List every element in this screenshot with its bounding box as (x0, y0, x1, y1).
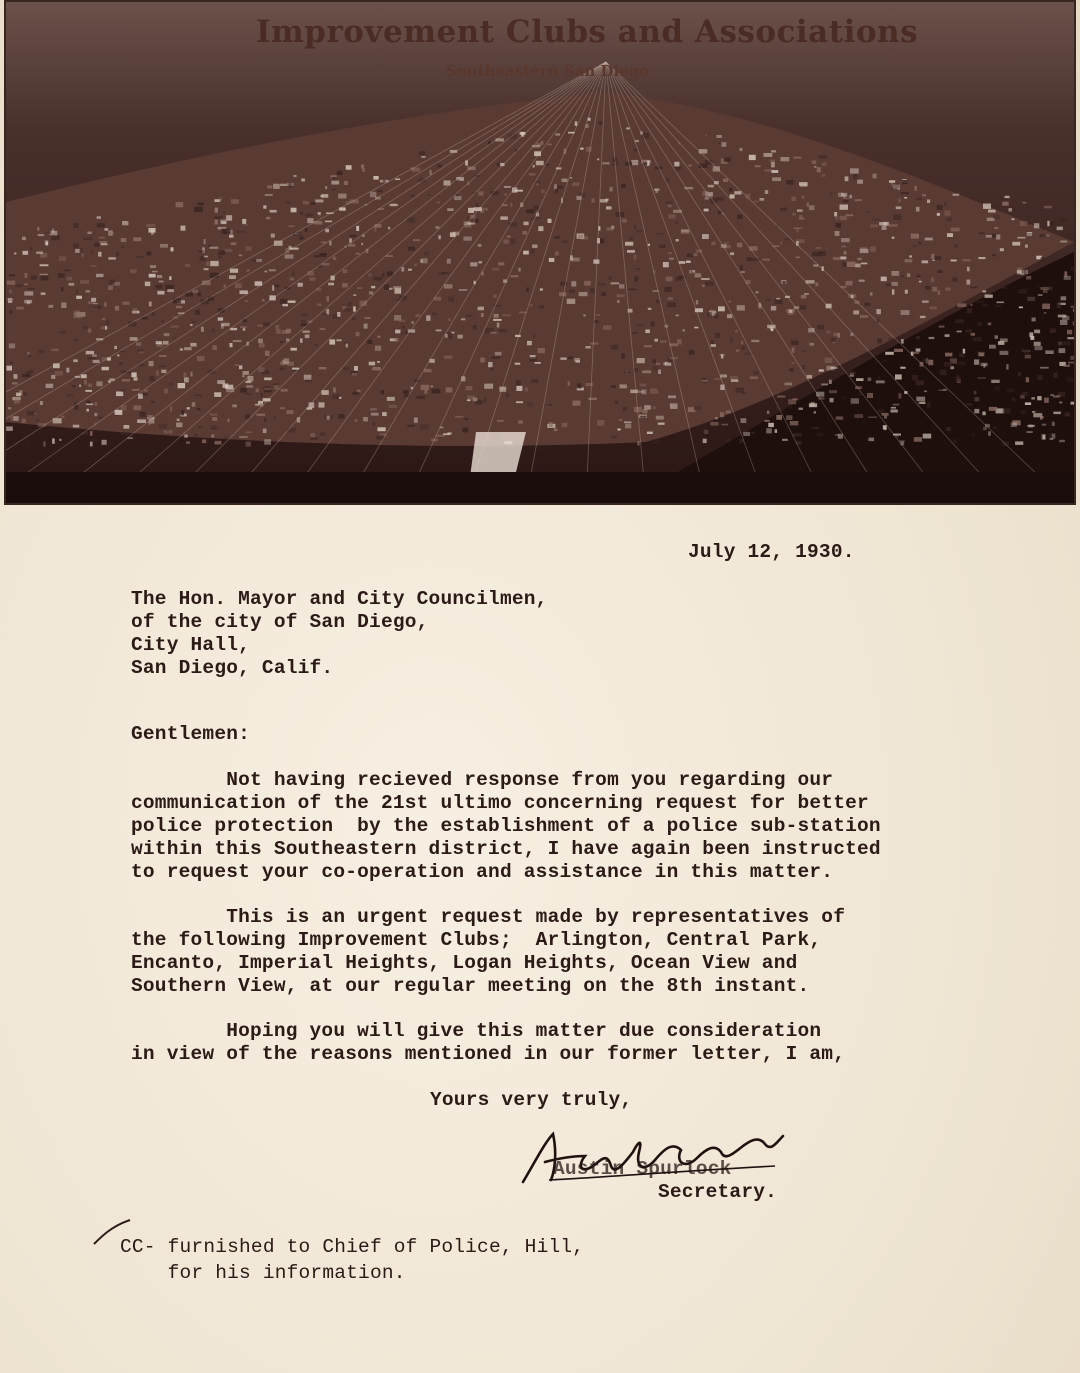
paragraph-line: the following Improvement Clubs; Arlington, Central Park, (131, 929, 822, 951)
paragraph-line: in view of the reasons mentioned in our former letter, I am, (131, 1043, 846, 1065)
paragraph-line: to request your co-operation and assistance in this matter. (131, 861, 834, 883)
paragraph-line: Encanto, Imperial Heights, Logan Heights, Ocean View and (131, 952, 798, 974)
paragraph-line: Hoping you will give this matter due consideration (131, 1020, 822, 1042)
salutation: Gentlemen: (131, 723, 251, 745)
paragraph-line: police protection by the establishment of a police sub-station (131, 815, 881, 837)
letterhead-subtitle: Southeastern San Diego (446, 62, 650, 80)
paragraph-line: Southern View, at our regular meeting on the 8th instant. (131, 975, 810, 997)
cc-line: CC- furnished to Chief of Police, Hill, (120, 1236, 585, 1258)
paragraph-line: Not having recieved response from you regarding our (131, 769, 834, 791)
address-line: The Hon. Mayor and City Councilmen, (131, 588, 548, 610)
closing: Yours very truly, (430, 1089, 633, 1111)
paragraph-line: communication of the 21st ultimo concerning request for better (131, 792, 869, 814)
letterhead-title: Improvement Clubs and Associations (256, 14, 919, 50)
signer-name: Austin Spurlock (553, 1158, 732, 1180)
letter-date: July 12, 1930. (688, 541, 855, 563)
address-line: of the city of San Diego, (131, 611, 429, 633)
signer-title: Secretary. (658, 1181, 778, 1203)
address-line: City Hall, (131, 634, 251, 656)
cc-line: for his information. (120, 1262, 406, 1284)
address-line: San Diego, Calif. (131, 657, 334, 679)
paragraph-line: within this Southeastern district, I have again been instructed (131, 838, 881, 860)
letterhead-photo-banner (4, 0, 1076, 505)
paragraph-line: This is an urgent request made by representatives of (131, 906, 846, 928)
